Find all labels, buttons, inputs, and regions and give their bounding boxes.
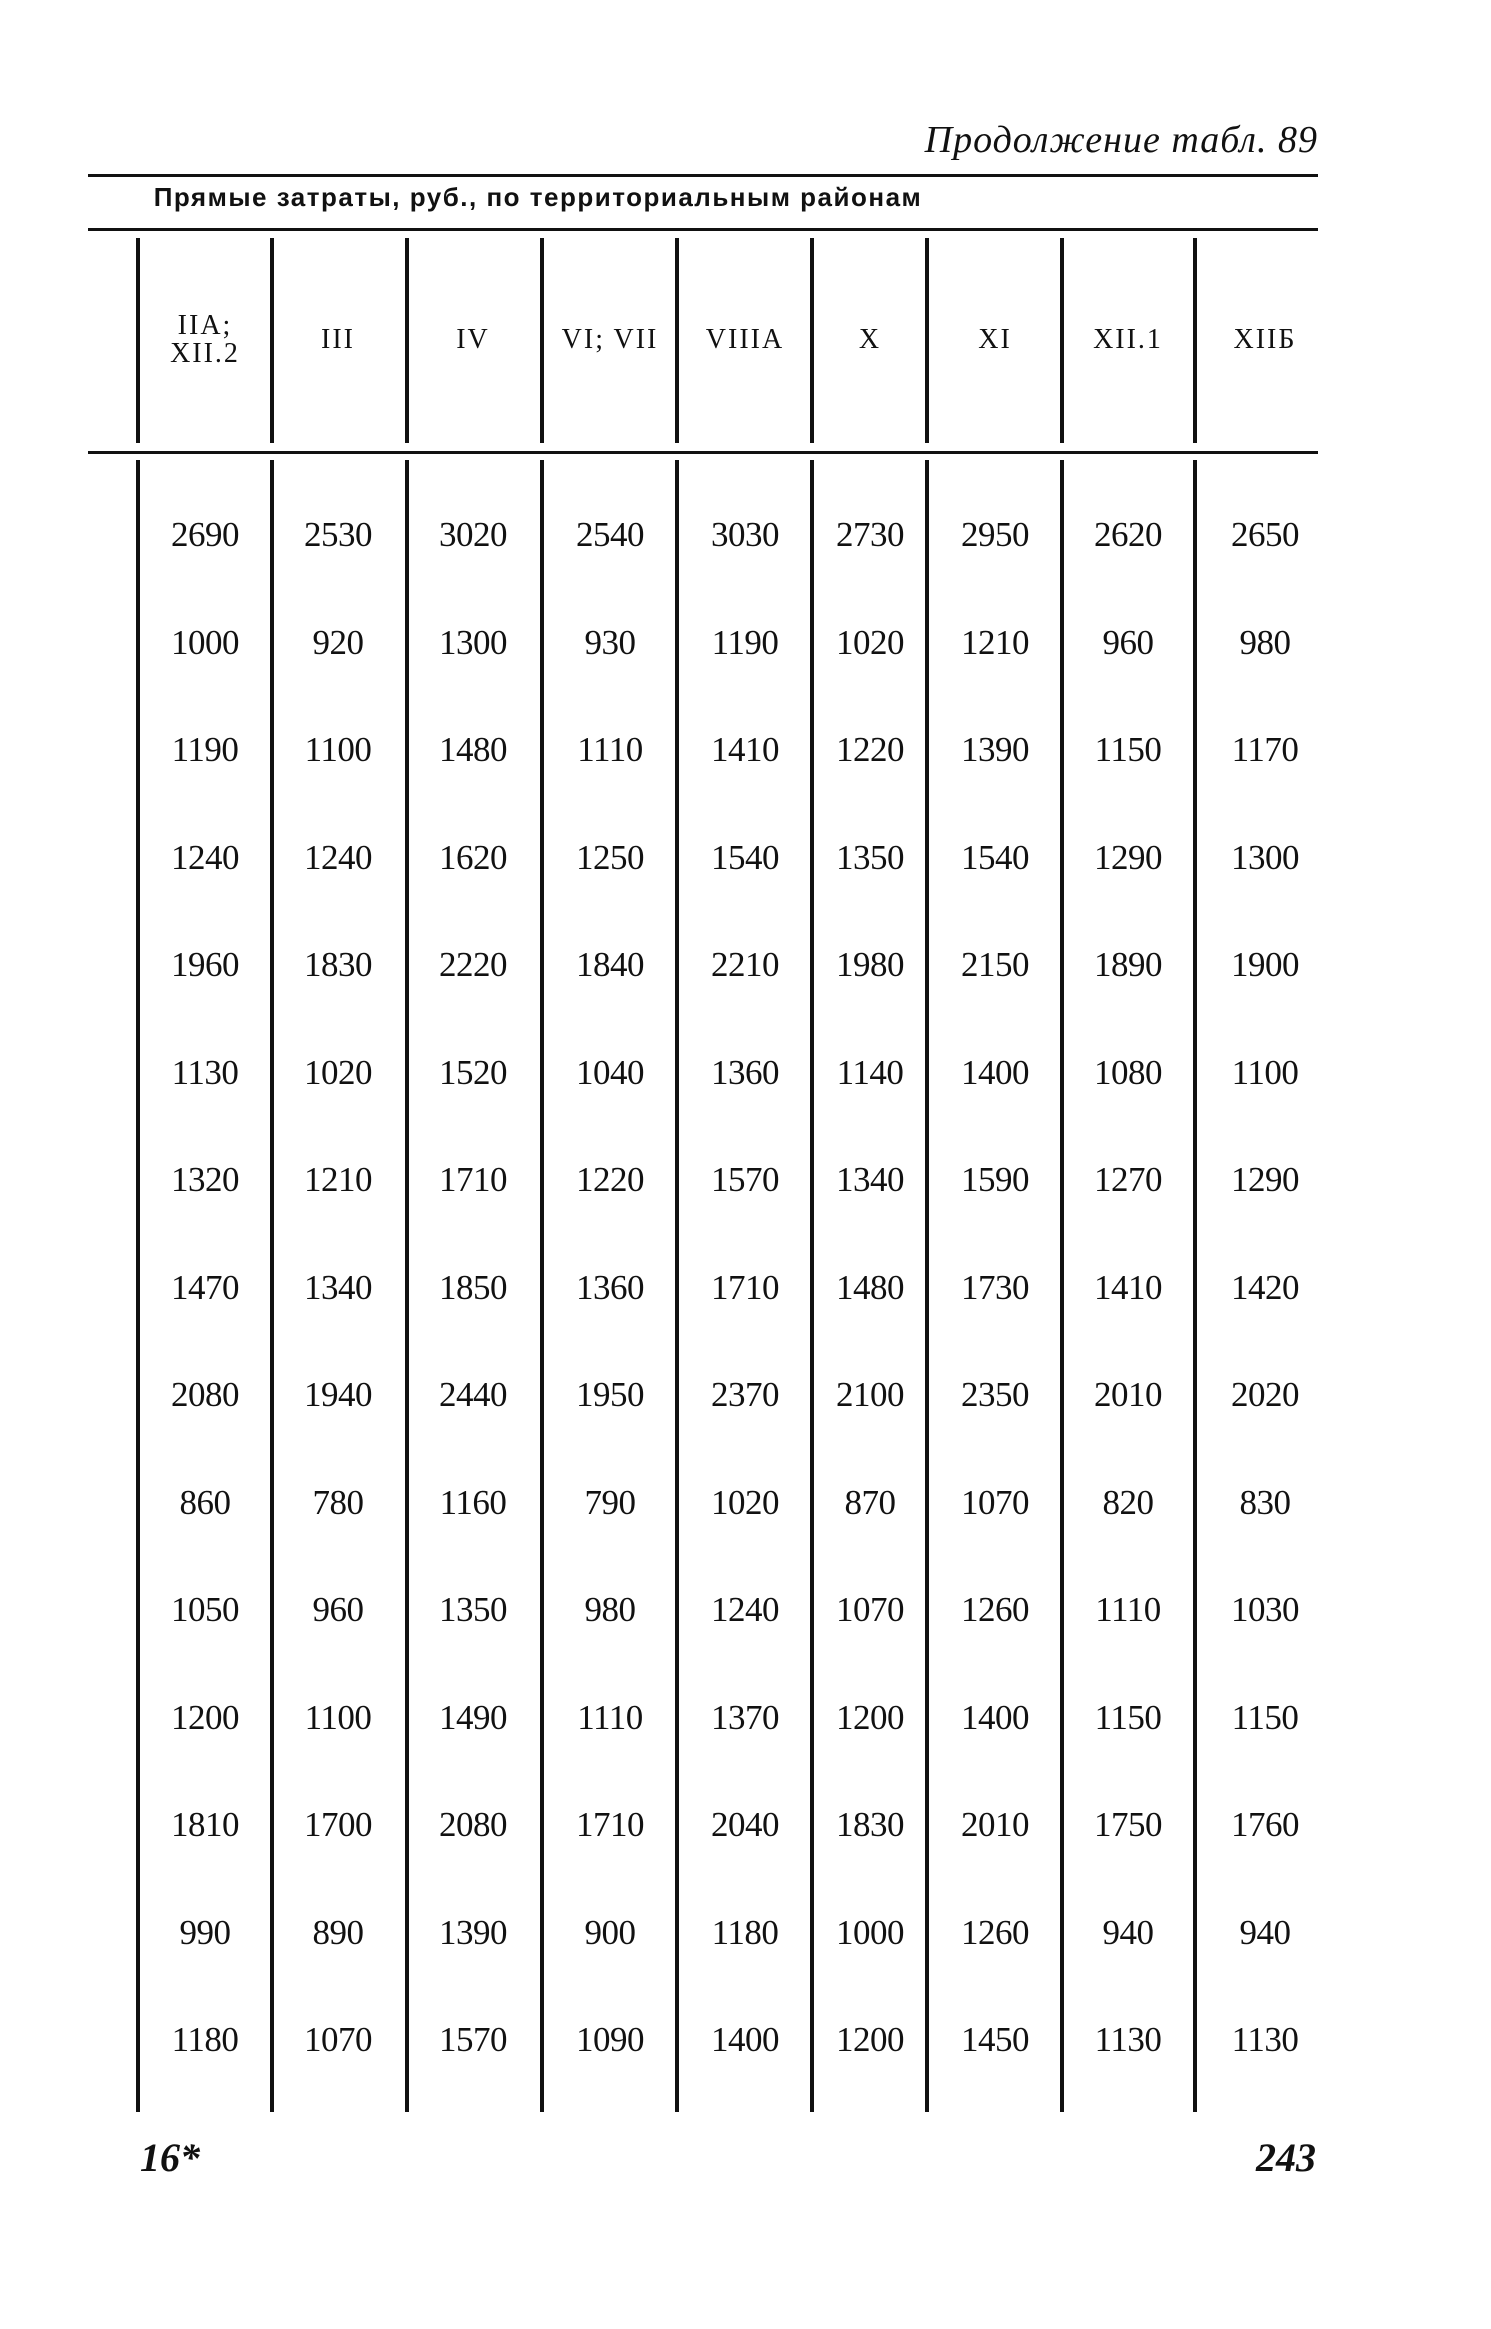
column-header: XI bbox=[978, 324, 1012, 355]
table-cell: 1110 bbox=[1095, 1590, 1161, 1629]
table-cell: 900 bbox=[584, 1912, 636, 1952]
table-cell: 1300 bbox=[439, 622, 507, 662]
table-cell: 1730 bbox=[961, 1267, 1029, 1307]
table-cell: 830 bbox=[1239, 1482, 1291, 1522]
table-cell: 1940 bbox=[304, 1375, 372, 1414]
table-cell: 1700 bbox=[304, 1805, 372, 1844]
column-rule-body bbox=[540, 460, 544, 2112]
table-cell: 2620 bbox=[1094, 515, 1162, 554]
table-cell: 1240 bbox=[304, 837, 372, 877]
table-cell: 2530 bbox=[304, 515, 372, 554]
continuation-label: Продолжение табл. 89 bbox=[924, 119, 1318, 161]
table-cell: 1130 bbox=[1094, 2020, 1162, 2059]
table-cell: 1000 bbox=[171, 622, 239, 662]
table-cell: 790 bbox=[584, 1482, 636, 1522]
table-cell: 1480 bbox=[836, 1267, 904, 1307]
table-cell: 1240 bbox=[711, 1590, 779, 1629]
table-cell: 1130 bbox=[1231, 2020, 1299, 2059]
table-cell: 1040 bbox=[576, 1052, 644, 1092]
table-cell: 1020 bbox=[711, 1482, 779, 1522]
column-rule-header bbox=[675, 238, 679, 443]
table-cell: 1360 bbox=[576, 1267, 644, 1307]
table-cell: 1210 bbox=[961, 622, 1029, 662]
column-rule-header bbox=[1193, 238, 1197, 443]
table-cell: 1450 bbox=[961, 2020, 1029, 2059]
table-cell: 1260 bbox=[961, 1912, 1029, 1952]
table-cell: 990 bbox=[179, 1912, 231, 1952]
table-cell: 1520 bbox=[439, 1052, 507, 1092]
table-cell: 1370 bbox=[711, 1697, 779, 1737]
table-cell: 1150 bbox=[1094, 1697, 1162, 1737]
table-cell: 980 bbox=[1239, 622, 1291, 662]
table-cell: 1110 bbox=[577, 730, 643, 769]
column-header: VI; VII bbox=[561, 324, 659, 355]
table-cell: 1220 bbox=[836, 730, 904, 769]
table-cell: 1950 bbox=[576, 1375, 644, 1414]
table-cell: 1180 bbox=[711, 1912, 779, 1952]
table-cell: 1810 bbox=[171, 1805, 239, 1844]
table-cell: 3030 bbox=[711, 515, 779, 554]
table-cell: 870 bbox=[844, 1482, 896, 1522]
table-cell: 1410 bbox=[1094, 1267, 1162, 1307]
page-number: 243 bbox=[1256, 2135, 1316, 2180]
table-cell: 1390 bbox=[961, 730, 1029, 769]
table-cell: 1030 bbox=[1231, 1590, 1299, 1629]
table-cell: 1840 bbox=[576, 945, 644, 984]
column-header: III bbox=[321, 324, 355, 355]
table-cell: 2010 bbox=[961, 1805, 1029, 1844]
table-cell: 940 bbox=[1102, 1912, 1154, 1952]
table-cell: 1390 bbox=[439, 1912, 507, 1952]
table-cell: 960 bbox=[1102, 622, 1154, 662]
table-cell: 1000 bbox=[836, 1912, 904, 1952]
column-header: X bbox=[858, 324, 882, 355]
table-cell: 1260 bbox=[961, 1590, 1029, 1629]
table-cell: 1290 bbox=[1231, 1160, 1299, 1199]
table-cell: 1850 bbox=[439, 1267, 507, 1307]
table-cell: 1340 bbox=[304, 1267, 372, 1307]
table-cell: 1200 bbox=[836, 2020, 904, 2059]
table-cell: 1590 bbox=[961, 1160, 1029, 1199]
table-cell: 1270 bbox=[1094, 1160, 1162, 1199]
table-cell: 1210 bbox=[304, 1160, 372, 1199]
table-cell: 1180 bbox=[171, 2020, 239, 2059]
column-rule-body bbox=[675, 460, 679, 2112]
table-cell: 2010 bbox=[1094, 1375, 1162, 1414]
table-cell: 2370 bbox=[711, 1375, 779, 1414]
table-cell: 890 bbox=[312, 1912, 364, 1952]
table-cell: 1710 bbox=[439, 1160, 507, 1199]
table-cell: 2730 bbox=[836, 515, 904, 554]
table-cell: 1190 bbox=[171, 730, 239, 769]
table-cell: 1100 bbox=[304, 1697, 372, 1737]
table-cell: 1070 bbox=[961, 1482, 1029, 1522]
table-cell: 1290 bbox=[1094, 837, 1162, 877]
table-cell: 1020 bbox=[836, 622, 904, 662]
table-cell: 1420 bbox=[1231, 1267, 1299, 1307]
table-cell: 1620 bbox=[439, 837, 507, 877]
table-cell: 1320 bbox=[171, 1160, 239, 1199]
table-cell: 2220 bbox=[439, 945, 507, 984]
table-caption: Прямые затраты, руб., по территориальным районам bbox=[153, 182, 923, 212]
table-cell: 1200 bbox=[171, 1697, 239, 1737]
header-rule bbox=[88, 451, 1318, 454]
table-cell: 1080 bbox=[1094, 1052, 1162, 1092]
table-cell: 1760 bbox=[1231, 1805, 1299, 1844]
column-rule-body bbox=[405, 460, 409, 2112]
table-cell: 1160 bbox=[439, 1482, 507, 1522]
table-cell: 1190 bbox=[711, 622, 779, 662]
table-cell: 1070 bbox=[836, 1590, 904, 1629]
table-cell: 1830 bbox=[304, 945, 372, 984]
signature-mark: 16* bbox=[140, 2135, 200, 2180]
table-cell: 1150 bbox=[1231, 1697, 1299, 1737]
table-cell: 960 bbox=[312, 1590, 364, 1629]
table-cell: 1470 bbox=[171, 1267, 239, 1307]
table-cell: 940 bbox=[1239, 1912, 1291, 1952]
table-cell: 920 bbox=[312, 622, 364, 662]
table-cell: 1240 bbox=[171, 837, 239, 877]
table-cell: 1140 bbox=[836, 1052, 904, 1092]
table-cell: 1490 bbox=[439, 1697, 507, 1737]
table-cell: 2350 bbox=[961, 1375, 1029, 1414]
column-header: IIА; XII.2 bbox=[170, 310, 240, 369]
table-cell: 1050 bbox=[171, 1590, 239, 1629]
table-cell: 1070 bbox=[304, 2020, 372, 2059]
table-cell: 1300 bbox=[1231, 837, 1299, 877]
table-cell: 1570 bbox=[439, 2020, 507, 2059]
table-cell: 1350 bbox=[439, 1590, 507, 1629]
table-cell: 2950 bbox=[961, 515, 1029, 554]
table-cell: 1830 bbox=[836, 1805, 904, 1844]
table-cell: 2440 bbox=[439, 1375, 507, 1414]
table-cell: 930 bbox=[584, 622, 636, 662]
table-cell: 1540 bbox=[711, 837, 779, 877]
table-cell: 1710 bbox=[576, 1805, 644, 1844]
table-cell: 1710 bbox=[711, 1267, 779, 1307]
table-cell: 1480 bbox=[439, 730, 507, 769]
table-cell: 1400 bbox=[961, 1697, 1029, 1737]
table-cell: 2150 bbox=[961, 945, 1029, 984]
table-cell: 820 bbox=[1102, 1482, 1154, 1522]
table-cell: 1100 bbox=[1231, 1052, 1299, 1092]
table-cell: 1540 bbox=[961, 837, 1029, 877]
table-cell: 2690 bbox=[171, 515, 239, 554]
table-cell: 1150 bbox=[1094, 730, 1162, 769]
column-rule-body bbox=[270, 460, 274, 2112]
column-header: IV bbox=[456, 324, 490, 355]
table-cell: 1130 bbox=[171, 1052, 239, 1092]
table-cell: 1200 bbox=[836, 1697, 904, 1737]
table-cell: 2020 bbox=[1231, 1375, 1299, 1414]
table-cell: 1020 bbox=[304, 1052, 372, 1092]
table-cell: 1110 bbox=[577, 1697, 643, 1737]
table-cell: 980 bbox=[584, 1590, 636, 1629]
table-cell: 1090 bbox=[576, 2020, 644, 2059]
top-rule bbox=[88, 174, 1318, 177]
table-cell: 860 bbox=[179, 1482, 231, 1522]
column-rule-body bbox=[1193, 460, 1197, 2112]
table-cell: 1410 bbox=[711, 730, 779, 769]
table-cell: 780 bbox=[312, 1482, 364, 1522]
table-cell: 2040 bbox=[711, 1805, 779, 1844]
table-cell: 2080 bbox=[171, 1375, 239, 1414]
table-cell: 2650 bbox=[1231, 515, 1299, 554]
column-rule-body bbox=[1060, 460, 1064, 2112]
column-rule-body bbox=[136, 460, 140, 2112]
table-cell: 1750 bbox=[1094, 1805, 1162, 1844]
table-cell: 1350 bbox=[836, 837, 904, 877]
column-header: XIIБ bbox=[1233, 324, 1297, 355]
table-cell: 1960 bbox=[171, 945, 239, 984]
table-cell: 1900 bbox=[1231, 945, 1299, 984]
column-header: VIIIА bbox=[705, 324, 785, 355]
table-cell: 1340 bbox=[836, 1160, 904, 1199]
caption-rule bbox=[88, 228, 1318, 231]
table-cell: 1220 bbox=[576, 1160, 644, 1199]
table-cell: 1100 bbox=[304, 730, 372, 769]
column-rule-header bbox=[540, 238, 544, 443]
table-cell: 1570 bbox=[711, 1160, 779, 1199]
table-cell: 2210 bbox=[711, 945, 779, 984]
table-cell: 2080 bbox=[439, 1805, 507, 1844]
table-cell: 3020 bbox=[439, 515, 507, 554]
table-cell: 1360 bbox=[711, 1052, 779, 1092]
table-cell: 1250 bbox=[576, 837, 644, 877]
table-cell: 1400 bbox=[961, 1052, 1029, 1092]
column-header: XII.1 bbox=[1093, 324, 1163, 355]
table-cell: 1980 bbox=[836, 945, 904, 984]
table-cell: 1170 bbox=[1231, 730, 1299, 769]
table-cell: 1890 bbox=[1094, 945, 1162, 984]
table-cell: 2100 bbox=[836, 1375, 904, 1414]
table-cell: 1400 bbox=[711, 2020, 779, 2059]
table-cell: 2540 bbox=[576, 515, 644, 554]
